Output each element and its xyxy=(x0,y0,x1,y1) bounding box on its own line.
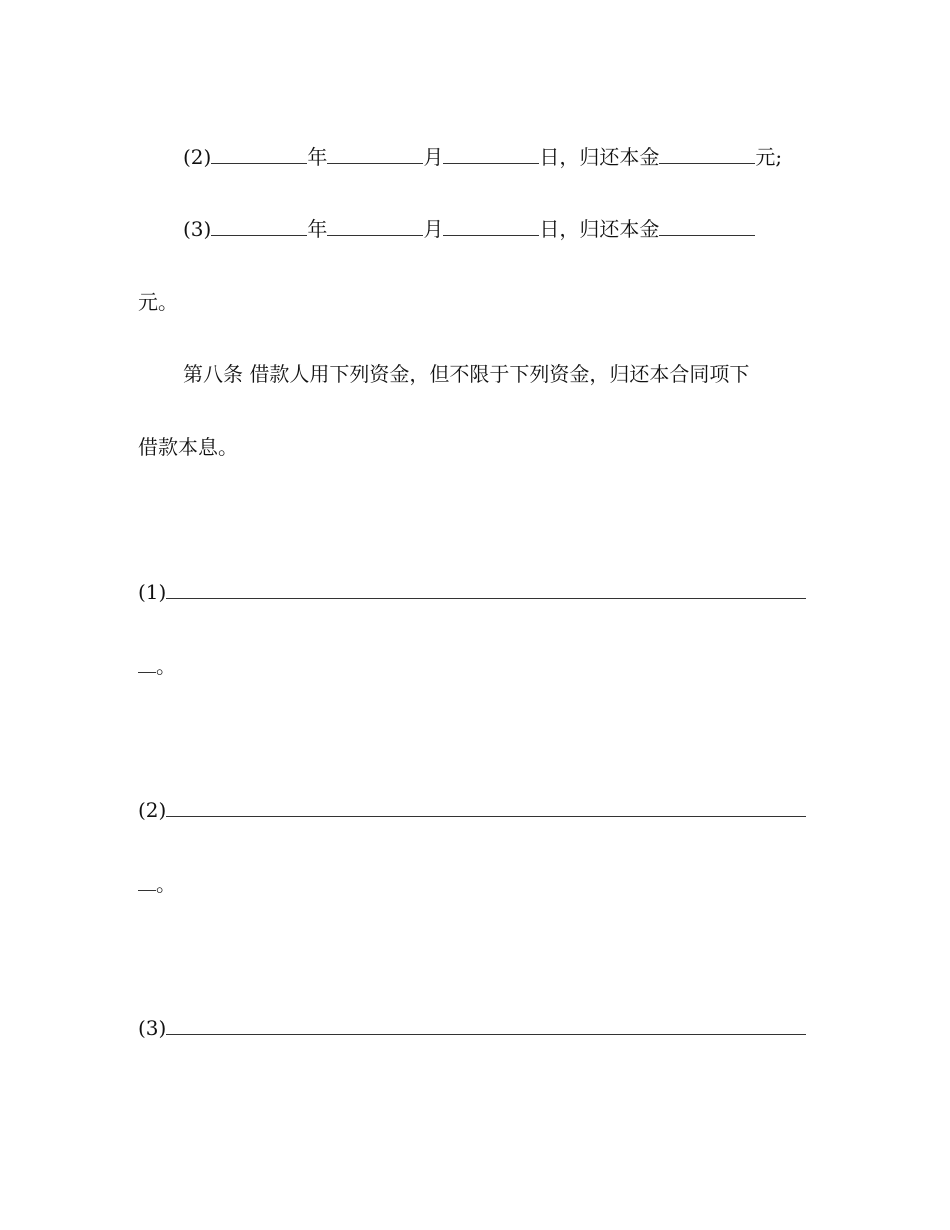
funding-source-1-wrap xyxy=(138,654,176,678)
year-blank xyxy=(211,217,307,236)
article-8-line-2 xyxy=(138,435,238,459)
funding-blank xyxy=(166,798,806,817)
day-repay-label: 日，归还本金 xyxy=(539,217,660,241)
funding-blank xyxy=(166,1016,806,1035)
item-number: (3) xyxy=(183,217,212,241)
period: 。 xyxy=(156,654,176,678)
schedule-line-3-wrap xyxy=(138,290,178,314)
article-8-text: 第八条 借款人用下列资金，但不限于下列资金，归还本合同项下 xyxy=(183,362,750,386)
amount-blank xyxy=(659,217,755,236)
funding-source-3 xyxy=(138,1016,806,1040)
unit-label: 元。 xyxy=(138,290,178,314)
item-number: (2) xyxy=(183,145,212,169)
schedule-line-3 xyxy=(183,217,755,241)
day-blank xyxy=(443,145,539,164)
year-blank xyxy=(211,145,307,164)
schedule-line-2 xyxy=(183,145,782,169)
item-number: (3) xyxy=(138,1016,167,1040)
year-label: 年 xyxy=(307,217,328,241)
funding-blank-tail xyxy=(138,654,156,673)
unit-label: 元; xyxy=(755,145,783,169)
period: 。 xyxy=(156,872,176,896)
item-number: (2) xyxy=(138,798,167,822)
day-blank xyxy=(443,217,539,236)
funding-blank xyxy=(166,580,806,599)
article-8-text-cont: 借款本息。 xyxy=(138,435,238,459)
day-repay-label: 日，归还本金 xyxy=(539,145,660,169)
month-label: 月 xyxy=(423,145,444,169)
article-8-line-1 xyxy=(183,362,749,386)
funding-source-1 xyxy=(138,580,806,604)
item-number: (1) xyxy=(138,580,167,604)
year-label: 年 xyxy=(307,145,328,169)
amount-blank xyxy=(659,145,755,164)
funding-blank-tail xyxy=(138,872,156,891)
month-blank xyxy=(327,217,423,236)
month-blank xyxy=(327,145,423,164)
funding-source-2-wrap xyxy=(138,872,176,896)
month-label: 月 xyxy=(423,217,444,241)
funding-source-2 xyxy=(138,798,806,822)
